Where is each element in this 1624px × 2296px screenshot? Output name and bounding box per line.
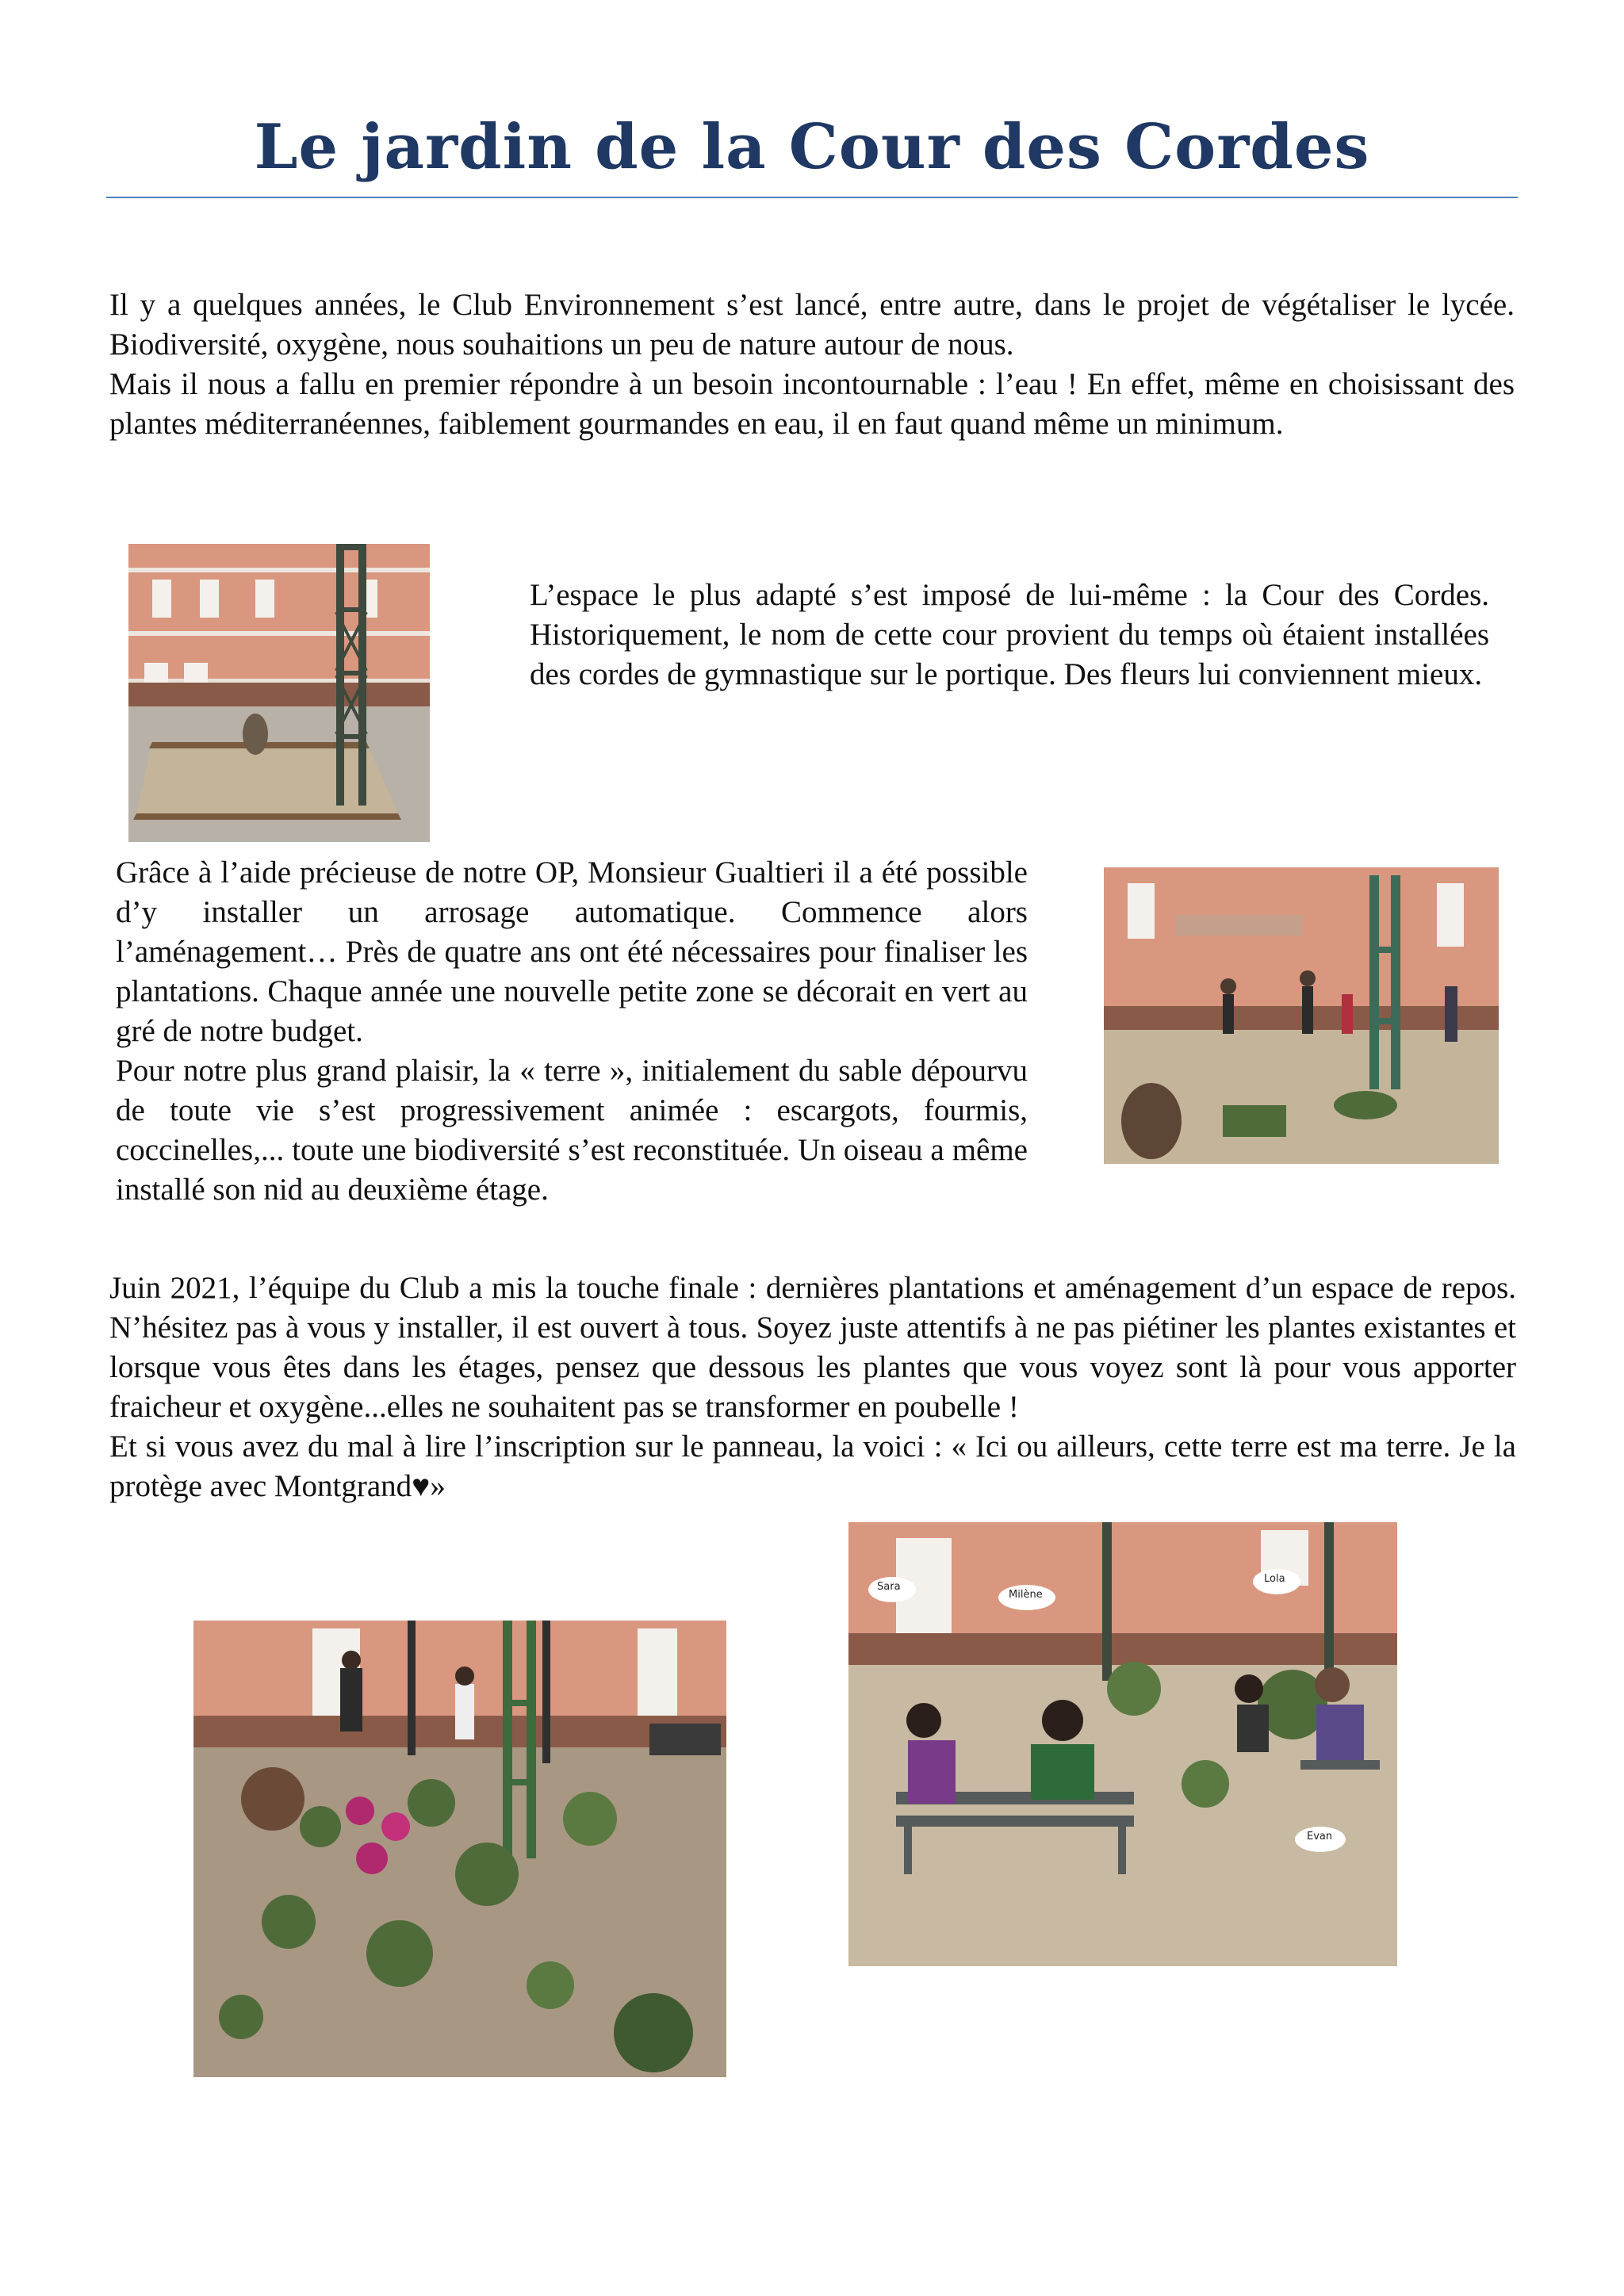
arrosage-text-1: Grâce à l’aide précieuse de notre OP, Monsieur Gualtieri il a été possible d’y installer un arrosage automatique. Commence alors l’aménagement… Près de quatre ans ont été nécessaires pour finaliser les plantations. Chaque année une nouvelle petite zone se décorait en vert au gré de notre budget. [116,855,1028,1048]
planted-garden-photo-image [193,1621,726,2077]
label-sara: Sara [877,1581,901,1593]
label-milene: Milène [1009,1589,1043,1601]
intro-text-2: Mais il nous a fallu en premier répondre à un besoin incontournable : l’eau ! En effet, même en choisissant des plantes méditerranéennes, faiblement gourmandes en eau, il en faut quand même un minimum. [109,367,1515,441]
club-team-photo [848,1522,1397,1966]
students-working-photo [1104,867,1499,1164]
label-lola: Lola [1264,1573,1285,1585]
juin-text-1: Juin 2021, l’équipe du Club a mis la touche finale : dernières plantations et aménagement d’un espace de repos. N’hésitez pas à vous y installer, il est ouvert à tous. Soyez juste attentifs à ne pas piétiner les plantes existantes et lorsque vous êtes dans les étages, pensez que dessous les plantes que vous voyez sont là pour vous apporter fraicheur et oxygène...elles ne souhaitent pas se transformer en poubelle ! [109,1271,1516,1424]
arrosage-text-2: Pour notre plus grand plaisir, la « terre », initialement du sable dépourvu de toute vie s’est progressivement animée : escargots, fourmis, coccinelles,... toute une biodiversité s’est reconstituée. Un oiseau a même installé son nid au deuxième étage. [116,1054,1028,1207]
courtyard-photo [128,544,430,842]
title-divider [106,197,1518,198]
page-title: Le jardin de la Cour des Cordes [254,111,1370,183]
arrosage-paragraph [116,853,1028,1210]
label-evan: Evan [1307,1831,1333,1843]
juin-paragraph [109,1269,1516,1506]
club-team-photo-image [848,1522,1397,1966]
espace-paragraph: L’espace le plus adapté s’est imposé de lui-même : la Cour des Cordes. Historiquement, le nom de cette cour provient du temps où étaient installées des cordes de gymnastique sur le portique. Des fleurs lui conviennent mieux. [530,578,1489,691]
intro-paragraph [109,285,1515,444]
intro-text-1: Il y a quelques années, le Club Environnement s’est lancé, entre autre, dans le projet de végétaliser le lycée. Biodiversité, oxygène, nous souhaitions un peu de nature autour de nous. [109,288,1515,362]
students-working-photo-image [1104,867,1499,1164]
planted-garden-photo [193,1621,726,2077]
juin-text-2: Et si vous avez du mal à lire l’inscription sur le panneau, la voici : « Ici ou ailleurs, cette terre est ma terre. Je la protège avec Montgrand♥» [109,1429,1516,1503]
courtyard-photo-image [128,544,430,842]
